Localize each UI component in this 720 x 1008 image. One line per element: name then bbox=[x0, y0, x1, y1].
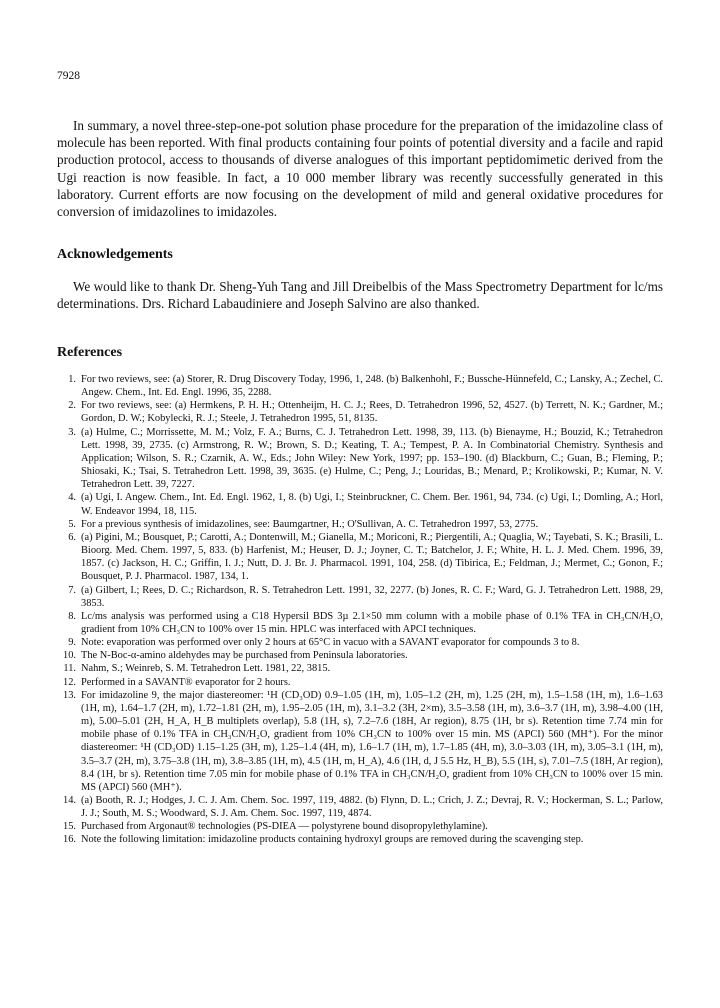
reference-item bbox=[57, 491, 663, 517]
reference-item bbox=[57, 649, 663, 662]
reference-text: Nahm, S.; Weinreb, S. M. Tetrahedron Lett. 1981, 22, 3815. bbox=[81, 663, 331, 675]
reference-text: (a) Hulme, C.; Morrissette, M. M.; Volz, F. A.; Burns, C. J. Tetrahedron Lett. 1998, 39, 113. (b) Bienayme, H.; Bouzid, K.; Tetrahedron Lett. 1998, 39, 2735. (c) Armstrong, R. W.; Brown, S. D.; Keating, T. A.; Tempest, P. A. In Combinatorial Chemistry. Synthesis and Application; Wilson, S. R.; Czarnik, A. W., Eds.; John Wiley: New York, 1997; pp. 153–190. (d) Blackburn, C.; Guan, B.; Fleming, P.; Shiosaki, K.; Tsai, S. Tetrahedron Lett. 1998, 39, 3635. (e) Hulme, C.; Peng, J.; Louridas, B.; Menard, P.; Krolikowski, P.; Kumar, N. V. Tetrahedron Lett. 39, 7227. bbox=[81, 426, 663, 491]
reference-number: 15. bbox=[63, 821, 76, 833]
references-heading: References bbox=[57, 345, 123, 360]
reference-number: 3. bbox=[68, 426, 76, 438]
reference-text: (a) Pigini, M.; Bousquet, P.; Carotti, A.; Dontenwill, M.; Gianella, M.; Moriconi, R.; Piergentili, A.; Quaglia, W.; Tayebati, S. K.; Brasili, L. Bioorg. Med. Chem. 1997, 5, 833. (b) Harfenist, M.; Heuser, D. J.; Joyner, C. T.; Batchelor, J. F.; White, H. L. J. Med. Chem. 1996, 39, 1857. (c) Jackson, H. C.; Griffin, I. J.; Nutt, D. J. Br. J. Pharmacol. 1991, 104, 258. (d) Tibirica, E.; Feldman, J.; Mermet, C.; Gonon, F.; Bousquet, P. J. Pharmacol. 1987, 134, 1. bbox=[81, 531, 663, 583]
reference-text: The N-Boc-α-amino aldehydes may be purchased from Peninsula laboratories. bbox=[81, 650, 408, 662]
reference-number: 10. bbox=[63, 650, 76, 662]
reference-number: 1. bbox=[68, 374, 76, 385]
page-number: 7928 bbox=[57, 70, 80, 82]
reference-text: Lc/ms analysis was performed using a C18 Hypersil BDS 3µ 2.1×50 mm column with a mobile phase of 0.1% TFA in CH₃CN/H₂O, gradient from 10% CH₃CN to 100% over 15 min. HPLC was interfaced with APCI techniques. bbox=[81, 610, 663, 635]
reference-text: Purchased from Argonaut® technologies (PS-DIEA — polystyrene bound disopropylethylamine). bbox=[81, 821, 488, 833]
reference-item bbox=[57, 584, 663, 610]
acknowledgements-text: We would like to thank Dr. Sheng-Yuh Tang and Jill Dreibelbis of the Mass Spectrometry Department for lc/ms determinations. Drs. Richard Labaudiniere and Joseph Salvino are also thanked. bbox=[57, 279, 663, 312]
reference-text: (a) Ugi, I. Angew. Chem., Int. Ed. Engl. 1962, 1, 8. (b) Ugi, I.; Steinbruckner, C. Chem. Ber. 1961, 94, 734. (c) Ugi, I.; Domling, A.; Horl, W. Endeavor 1994, 18, 115. bbox=[81, 492, 663, 517]
reference-text: For a previous synthesis of imidazolines, see: Baumgartner, H.; O'Sullivan, A. C. Tetrahedron 1997, 53, 2775. bbox=[81, 518, 539, 530]
reference-item bbox=[57, 833, 663, 846]
reference-text: For imidazoline 9, the major diastereomer: ¹H (CD₃OD) 0.9–1.05 (1H, m), 1.05–1.2 (2H, m), 1.25 (2H, m), 1.5–1.58 (1H, m), 1.6–1.63 (1H, m), 1.64–1.7 (2H, m), 1.72–1.81 (2H, m), 1.95–2.05 (1H, m), 3.1–3.2 (3H, 2×m), 3.5–3.58 (1H, m), 3.6–3.7 (1H, m), 3.98–4.00 (1H, m), 5.00–5.01 (2H, H_A, H_B multiplets overlap), 5.8 (1H, s), 7.2–7.6 (18H, Ar region), 8.75 (1H, br s). Retention time 7.74 min for mobile phase of 0.1% TFA in CH₃CN/H₂O, gradient from 10% CH₃CN to 100% over 15 min. MS (APCI) 560 (MH⁺). For the minor diastereomer: ¹H (CD₃OD) 1.15–1.25 (3H, m), 1.25–1.4 (4H, m), 1.6–1.7 (1H, m), 1.7–1.85 (4H, m), 3.0–3.03 (1H, m), 3.05–3.1 (1H, m), 3.5–3.7 (2H, m), 3.75–3.8 (1H, m), 3.8–3.85 (1H, m), 4.5 (1H, m, H_A), 4.6 (1H, d, J 5.5 Hz, H_B), 5.5 (1H, s), 7.01–7.5 (18H, Ar region), 8.4 (1H, br s). Retention time 7.05 min for mobile phase of 0.1% TFA in CH₃CN/H₂O, gradient from 10% CH₃CN to 100% over 15 min. MS (APCI) 560 (MH⁺). bbox=[81, 689, 663, 793]
reference-item bbox=[57, 518, 663, 531]
reference-number: 6. bbox=[68, 531, 76, 543]
reference-item bbox=[57, 820, 663, 833]
reference-number: 7. bbox=[68, 584, 76, 596]
reference-number: 4. bbox=[68, 492, 76, 504]
reference-number: 11. bbox=[63, 663, 76, 675]
summary-paragraph: In summary, a novel three-step-one-pot solution phase procedure for the preparation of the imidazoline class of molecule has been reported. With final products containing four points of potential diversity and a facile and rapid production protocol, access to thousands of diverse analogues of this important peptidomimetic derived from the Ugi reaction is now feasible. In fact, a 10 000 member library was recently successfully generated in this laboratory. Current efforts are now focusing on the development of mild and general oxidative procedures for conversion of imidazolines to imidazoles. bbox=[57, 118, 663, 220]
reference-number: 2. bbox=[68, 400, 76, 412]
reference-text: Performed in a SAVANT® evaporator for 2 hours. bbox=[81, 676, 291, 688]
reference-item bbox=[57, 662, 663, 675]
reference-item bbox=[57, 676, 663, 689]
reference-number: 16. bbox=[63, 834, 76, 846]
reference-number: 14. bbox=[63, 795, 76, 806]
reference-number: 8. bbox=[68, 610, 76, 622]
reference-item bbox=[57, 689, 663, 794]
reference-text: For two reviews, see: (a) Storer, R. Drug Discovery Today, 1996, 1, 248. (b) Balkenhohl, F.; Bussche-Hünnefeld, C.; Lansky, A.; Zechel, C. Angew. Chem., Int. Ed. Engl. 1996, 35, 2288. bbox=[81, 374, 663, 399]
reference-text: (a) Gilbert, I.; Rees, D. C.; Richardson, R. S. Tetrahedron Lett. 1991, 32, 2277. (b) Jones, R. C. F.; Ward, G. J. Tetrahedron Lett. 1988, 29, 3853. bbox=[81, 584, 663, 609]
reference-item bbox=[57, 636, 663, 649]
reference-item bbox=[57, 531, 663, 584]
reference-text: Note the following limitation: imidazoline products containing hydroxyl groups are removed during the scavenging step. bbox=[81, 834, 584, 846]
reference-text: Note: evaporation was performed over only 2 hours at 65°C in vacuo with a SAVANT evaporator for compounds 3 to 8. bbox=[81, 637, 580, 649]
reference-item bbox=[57, 426, 663, 492]
references-list bbox=[57, 373, 663, 847]
reference-item bbox=[57, 399, 663, 425]
reference-text: (a) Booth, R. J.; Hodges, J. C. J. Am. Chem. Soc. 1997, 119, 4882. (b) Flynn, D. L.; Crich, J. Z.; Devraj, R. V.; Hockerman, S. L.; Parlow, J. J.; South, M. S.; Woodward, S. J. Am. Chem. Soc. 1997, 119, 4874. bbox=[81, 795, 663, 820]
reference-item bbox=[57, 373, 663, 399]
reference-number: 12. bbox=[63, 676, 76, 688]
reference-item bbox=[57, 610, 663, 636]
reference-text: For two reviews, see: (a) Hermkens, P. H. H.; Ottenheijm, H. C. J.; Rees, D. Tetrahedron 1996, 52, 4527. (b) Terrett, N. K.; Gardner, M.; Gordon, D. W.; Kobylecki, R. J.; Steele, J. Tetrahedron 1995, 51, 8135. bbox=[81, 400, 663, 425]
acknowledgements-heading: Acknowledgements bbox=[57, 247, 173, 262]
reference-number: 5. bbox=[68, 518, 76, 530]
reference-number: 9. bbox=[68, 637, 76, 649]
reference-item bbox=[57, 794, 663, 820]
reference-number: 13. bbox=[63, 689, 76, 701]
